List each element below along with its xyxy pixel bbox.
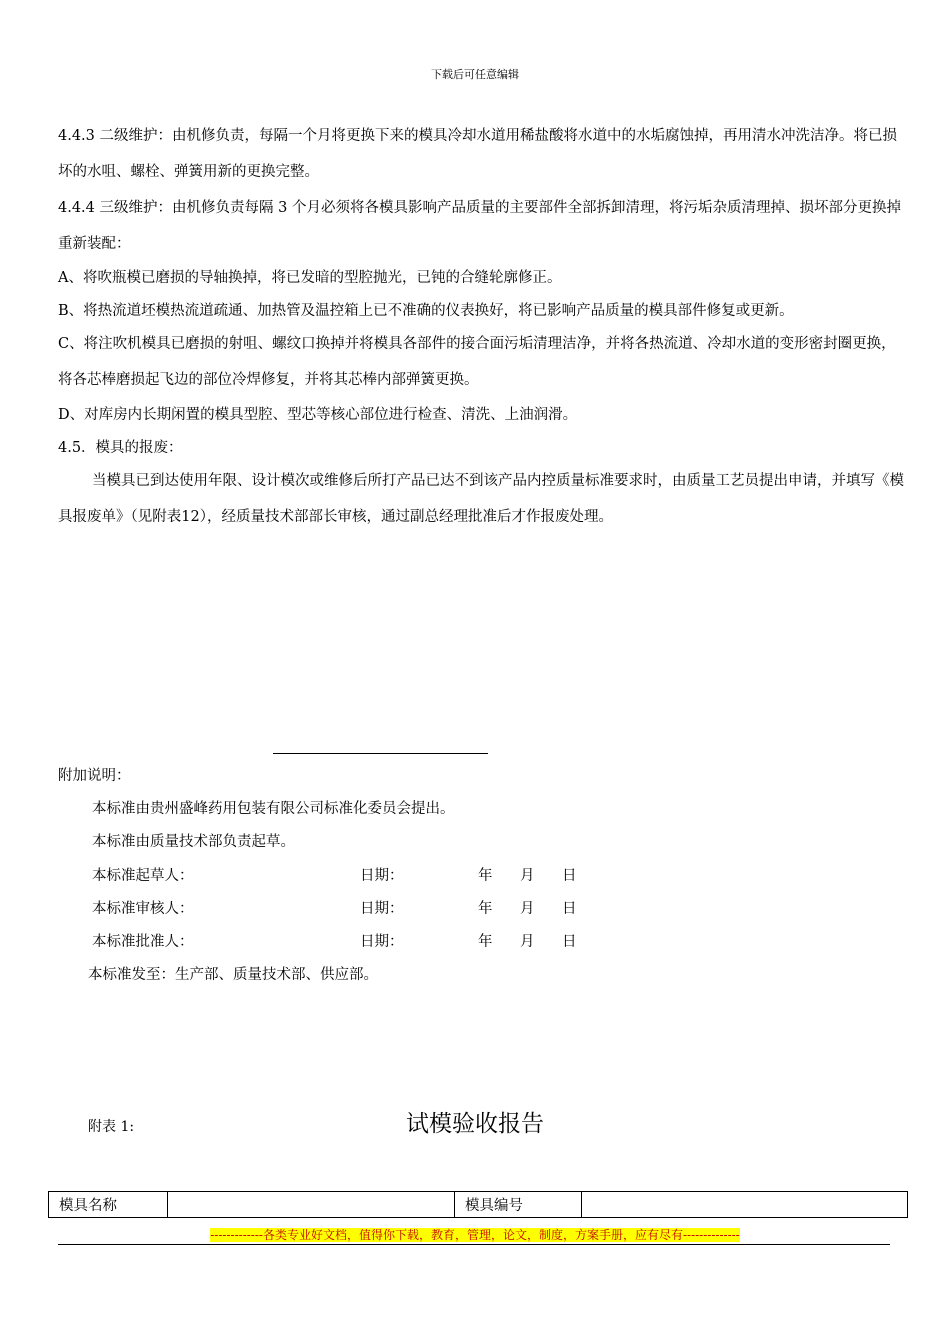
item-c: C、将注吹机模具已磨损的射咀、螺纹口换掉并将模具各部件的接合面污垢清理洁净，并将各热流道、冷却水道的变形密封圈更换，将各芯棒磨损起飞边的部位冷焊修复，并将其芯棒内部弹簧更换。 [58,336,896,388]
acceptance-form-table [48,1191,908,1218]
reviewer-label: 本标准审核人： [92,901,194,917]
approver-day: 日 [562,934,577,950]
drafter-label: 本标准起草人： [92,868,194,884]
drafter-day: 日 [562,868,577,884]
reviewer-date-label: 日期： [360,901,404,917]
paragraph-4-4-3: 4.4.3 二级维护：由机修负责，每隔一个月将更换下来的模具冷却水道用稀盐酸将水道中的水垢腐蚀掉，再用清水冲洗洁净。将已损坏的水咀、螺栓、弹簧用新的更换完整。 [58,128,897,180]
approver-label: 本标准批准人： [92,934,194,950]
section-4-5-heading: 4.5．模具的报废： [58,440,183,456]
item-d: D、对库房内长期闲置的模具型腔、型芯等核心部位进行检查、清洗、上油润滑。 [58,407,578,423]
mold-name-field[interactable] [168,1192,455,1218]
distribution-line: 本标准发至：生产部、质量技术部、供应部。 [88,967,378,983]
separator-line [273,753,488,754]
reviewer-day: 日 [562,901,577,917]
notes-line-2: 本标准由质量技术部负责起草。 [92,834,295,850]
item-a: A、将吹瓶模已磨损的导轴换掉，将已发暗的型腔抛光，已钝的合缝轮廓修正。 [58,270,562,286]
drafter-date-label: 日期： [360,868,404,884]
reviewer-year: 年 [478,901,493,917]
report-title: 试模验收报告 [406,1111,544,1137]
approver-month: 月 [520,934,535,950]
page-header: 下载后可任意编辑 [431,68,519,81]
appendix-label: 附表 1: [88,1119,135,1135]
mold-number-label: 模具编号 [455,1192,582,1218]
section-4-5-body: 当模具已到达使用年限、设计模次或维修后所打产品已达不到该产品内控质量标准要求时，由质量工艺员提出申请，并填写《模具报废单》（见附表12），经质量技术部部长审核，通过副总经理批准后才作报废处理。 [58,473,904,525]
footer-text: -------------各类专业好文档，值得你下载，教育，管理，论文，制度，方案手册，应有尽有-------------- [210,1228,740,1242]
drafter-year: 年 [478,868,493,884]
mold-number-field[interactable] [582,1192,908,1218]
footer-rule [58,1244,890,1245]
item-b: B、将热流道坯模热流道疏通、加热管及温控箱上已不准确的仪表换好，将已影响产品质量的模具部件修复或更新。 [58,303,794,319]
footer-banner [0,1226,950,1243]
drafter-month: 月 [520,868,535,884]
table-row [49,1192,908,1218]
reviewer-month: 月 [520,901,535,917]
notes-line-1: 本标准由贵州盛峰药用包装有限公司标准化委员会提出。 [92,801,455,817]
notes-heading: 附加说明： [58,768,131,784]
approver-date-label: 日期： [360,934,404,950]
approver-year: 年 [478,934,493,950]
paragraph-4-4-4: 4.4.4 三级维护：由机修负责每隔 3 个月必须将各模具影响产品质量的主要部件全部拆卸清理，将污垢杂质清理掉、损坏部分更换掉重新装配： [58,200,901,252]
mold-name-label: 模具名称 [49,1192,168,1218]
